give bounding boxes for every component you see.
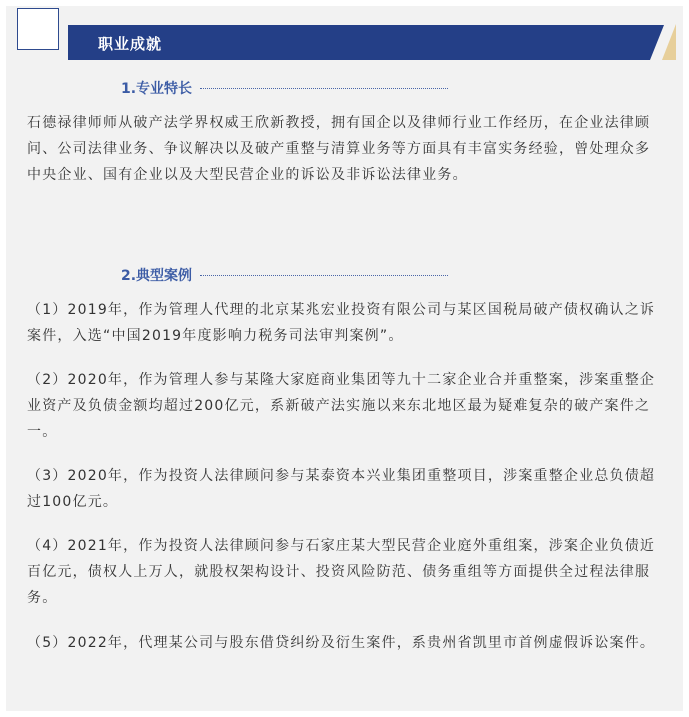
dotted-divider xyxy=(200,88,448,89)
case-item-2: （2）2020年，作为管理人参与某隆大家庭商业集团等九十二家企业合并重整案，涉案重整企业资产及负债金额均超过200亿元，系新破产法实施以来东北地区最为疑难复杂的破产案件之一。 xyxy=(27,372,656,440)
case-item-4: （4）2021年，作为投资人法律顾问参与石家庄某大型民营企业庭外重组案，涉案企业负债近百亿元，债权人上万人，就股权架构设计、投资风险防范、债务重组等方面提供全过程法律服务。 xyxy=(27,538,656,606)
case-item-1: （1）2019年，作为管理人代理的北京某兆宏业投资有限公司与某区国税局破产债权确认之诉案件，入选“中国2019年度影响力税务司法审判案例”。 xyxy=(27,302,656,344)
specialty-paragraph: 石德禄律师师从破产法学界权威王欣新教授，拥有国企以及律师行业工作经历，在企业法律顾问、公司法律业务、争议解决以及破产重整与清算业务等方面具有丰富实务经验，曾处理众多中央企业、国有企业以及大型民营企业的诉讼及非诉讼法律业务。 xyxy=(27,115,651,183)
decorative-square xyxy=(17,8,59,50)
cases-heading xyxy=(121,265,448,285)
specialty-heading xyxy=(121,78,448,98)
case-item-5: （5）2022年，代理某公司与股东借贷纠纷及衍生案件，系贵州省凯里市首例虚假诉讼案件。 xyxy=(27,635,656,651)
cases-heading-label: 2.典型案例 xyxy=(121,268,193,284)
specialty-heading-label: 1.专业特长 xyxy=(121,81,193,97)
section-title: 职业成就 xyxy=(98,35,163,53)
dotted-divider xyxy=(200,275,448,276)
case-item-3: （3）2020年，作为投资人法律顾问参与某泰资本兴业集团重整项目，涉案重整企业总负债超过100亿元。 xyxy=(27,468,656,510)
